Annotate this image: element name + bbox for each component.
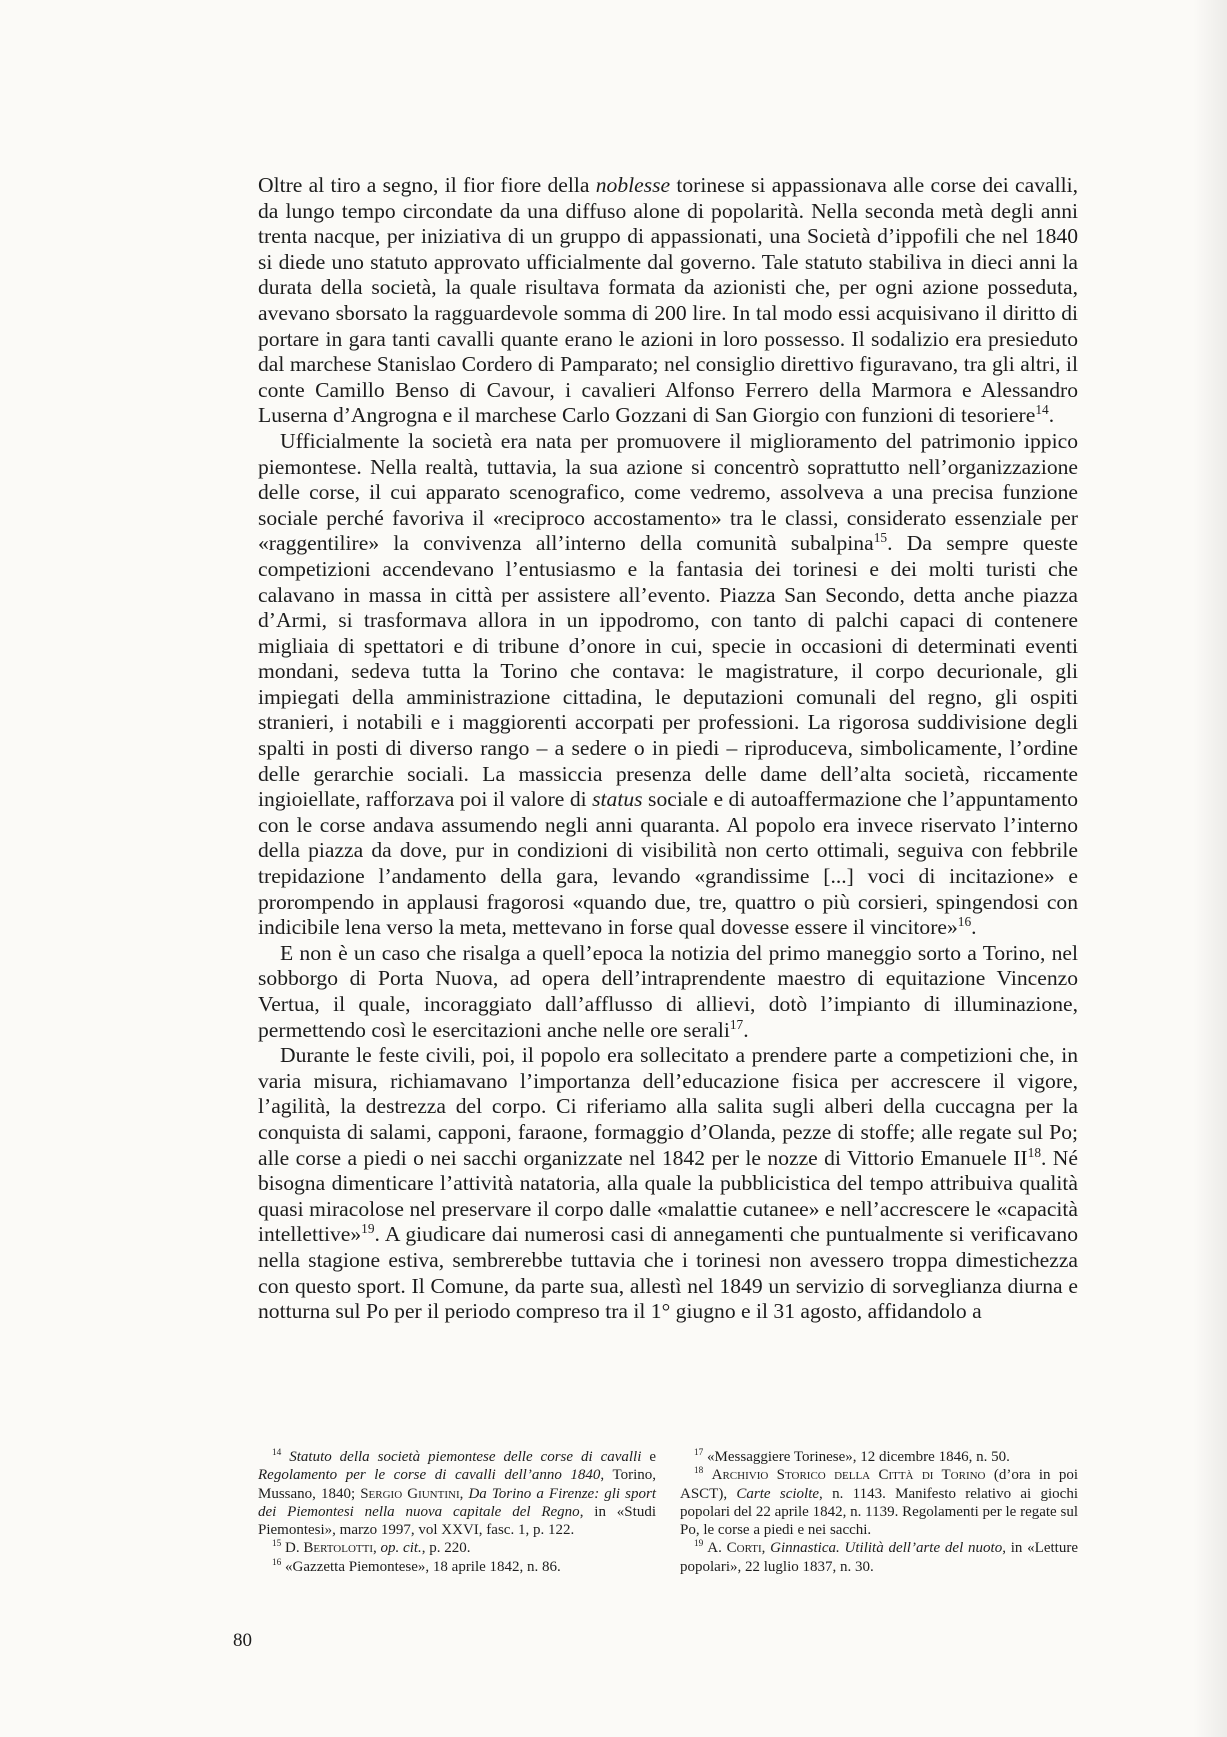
page-number: 80 xyxy=(233,1630,252,1651)
footnote-19: $^{19}$ A. Corti, Ginnastica. Utilità dell’arte del nuoto, in «Letture popolari», 22 luglio 1837, n. 30. xyxy=(680,1539,1078,1575)
footnote-14: $^{14}$ Statuto della società piemontese delle corse di cavalli e Regolamento per le corse di cavalli dell’anno 1840, Torino, Mussano, 1840; Sergio Giuntini, Da Torino a Firenze: gli sport dei Piemontesi nella nuova capitale del Regno, in «Studi Piemontesi», marzo 1997, vol XXVI, fasc. 1, p. 122. xyxy=(258,1448,656,1539)
footnotes-right-column xyxy=(680,1448,1078,1576)
footnote-16: $^{16}$ «Gazzetta Piemontese», 18 aprile 1842, n. 86. xyxy=(272,1557,561,1575)
main-text xyxy=(258,173,1078,1325)
paragraph-2: Ufficialmente la società era nata per promuovere il miglioramento del patrimonio ippico piemontese. Nella realtà, tuttavia, la sua azione si concentrò soprattutto nell’organizzazione delle corse, il cui apparato scenografico, come vedremo, assolveva a una precisa funzione sociale perché favoriva il «reciproco accostamento» tra le classi, considerato essenziale per «raggentilire» la convivenza all’interno della comunità subalpina$^{15}$. Da sempre queste competizioni accendevano l’entusiasmo e la fantasia dei torinesi e dei molti turisti che calavano in massa in città per assistere all’evento. Piazza San Secondo, detta anche piazza d’Armi, si trasformava allora in un ippodromo, con tanto di palchi capaci di contenere migliaia di spettatori e di tribune d’onore in cui, specie in occasioni di determinati eventi mondani, sedeva tutta la Torino che contava: le magistrature, il corpo decurionale, gli impiegati della amministrazione cittadina, le deputazioni comunali del regno, gli ospiti stranieri, i notabili e i maggiorenti accorpati per professioni. La rigorosa suddivisione degli spalti in posti di diverso rango – a sedere o in piedi – riproduceva, simbolicamente, l’ordine delle gerarchie sociali. La massiccia presenza delle dame dell’alta società, riccamente ingioiellate, rafforzava poi il valore di status sociale e di autoaffermazione che l’appuntamento con le corse andava assumendo negli anni quaranta. Al popolo era invece riservato l’interno della piazza da dove, pur in condizioni di visibilità non certo ottimali, seguiva con febbrile trepidazione l’andamento della gara, levando «grandissime [...] voci di incitazione» e prorompendo in applausi fragorosi «quando due, tre, quattro o più corsieri, spingendosi con indicibile lena verso la meta, mettevano in forse qual dovesse essere il vincitore»$^{16}$. xyxy=(258,428,1079,940)
footnote-17: $^{17}$ «Messaggiere Torinese», 12 dicembre 1846, n. 50. xyxy=(694,1448,1010,1465)
paragraph-1: Oltre al tiro a segno, il fior fiore della noblesse torinese si appassionava alle corse dei cavalli, da lungo tempo circondate da una diffuso alone di popolarità. Nella seconda metà degli anni trenta nacque, per iniziativa di un gruppo di appassionati, una Società d’ippofili che nel 1840 si diede uno statuto approvato ufficialmente dal governo. Tale statuto stabiliva in dieci anni la durata della società, la quale risultava formata da azionisti che, per ogni azione posseduta, avevano sborsato la ragguardevole somma di 200 lire. In tal modo essi acquisivano il diritto di portare in gara tanti cavalli quante erano le azioni in loro possesso. Il sodalizio era presieduto dal marchese Stanislao Cordero di Pamparato; nel consiglio direttivo figuravano, tra gli altri, il conte Camillo Benso di Cavour, i cavalieri Alfonso Ferrero della Marmora e Alessandro Luserna d’Angrogna e il marchese Carlo Gozzani di San Giorgio con funzioni di tesoriere$^{14}$. xyxy=(258,173,1078,428)
paragraph-3: E non è un caso che risalga a quell’epoca la notizia del primo maneggio sorto a Torino, nel sobborgo di Porta Nuova, ad opera dell’intraprendente maestro di equitazione Vincenzo Vertua, il quale, incoraggiato dall’afflusso di allievi, dotò l’impianto di illuminazione, permettendo così le esercitazioni anche nelle ore serali$^{17}$. xyxy=(258,940,1078,1042)
paragraph-4: Durante le feste civili, poi, il popolo era sollecitato a prendere parte a competizioni che, in varia misura, richiamavano l’importanza dell’educazione fisica per accrescere il vigore, l’agilità, la destrezza del corpo. Ci riferiamo alla salita sugli alberi della cuccagna per la conquista di salami, capponi, faraone, formaggio d’Olanda, pezze di stoffe; alle regate sul Po; alle corse a piedi o nei sacchi organizzate nel 1842 per le nozze di Vittorio Emanuele II$^{18}$. Né bisogna dimenticare l’attività natatoria, alla quale la pubblicistica del tempo attribuiva qualità quasi miracolose nel preservare il corpo dalle «malattie cutanee» e nell’accrescere le «capacità intellettive»$^{19}$. A giudicare dai numerosi casi di annegamenti che puntualmente si verificavano nella stagione estiva, sembrerebbe tuttavia che i torinesi non avessero troppa dimestichezza con questo sport. Il Comune, da parte sua, allestì nel 1849 un servizio di sorveglianza diurna e notturna sul Po per il periodo compreso tra il 1° giugno e il 31 agosto, affidandolo a xyxy=(258,1043,1078,1324)
page-edge-shadow xyxy=(1193,0,1227,1737)
footnote-15: $^{15}$ D. Bertolotti, op. cit., p. 220. xyxy=(272,1539,471,1557)
footnote-18: $^{18}$ Archivio Storico della Città di Torino (d’ora in poi ASCT), Carte sciolte, n. 1143. Manifesto relativo ai giochi popolari del 22 aprile 1842, n. 1139. Regolamenti per le regate sul Po, le corse a piedi e nei sacchi. xyxy=(680,1466,1079,1539)
footnotes-left-column xyxy=(258,1448,656,1576)
footnotes xyxy=(258,1448,1078,1576)
